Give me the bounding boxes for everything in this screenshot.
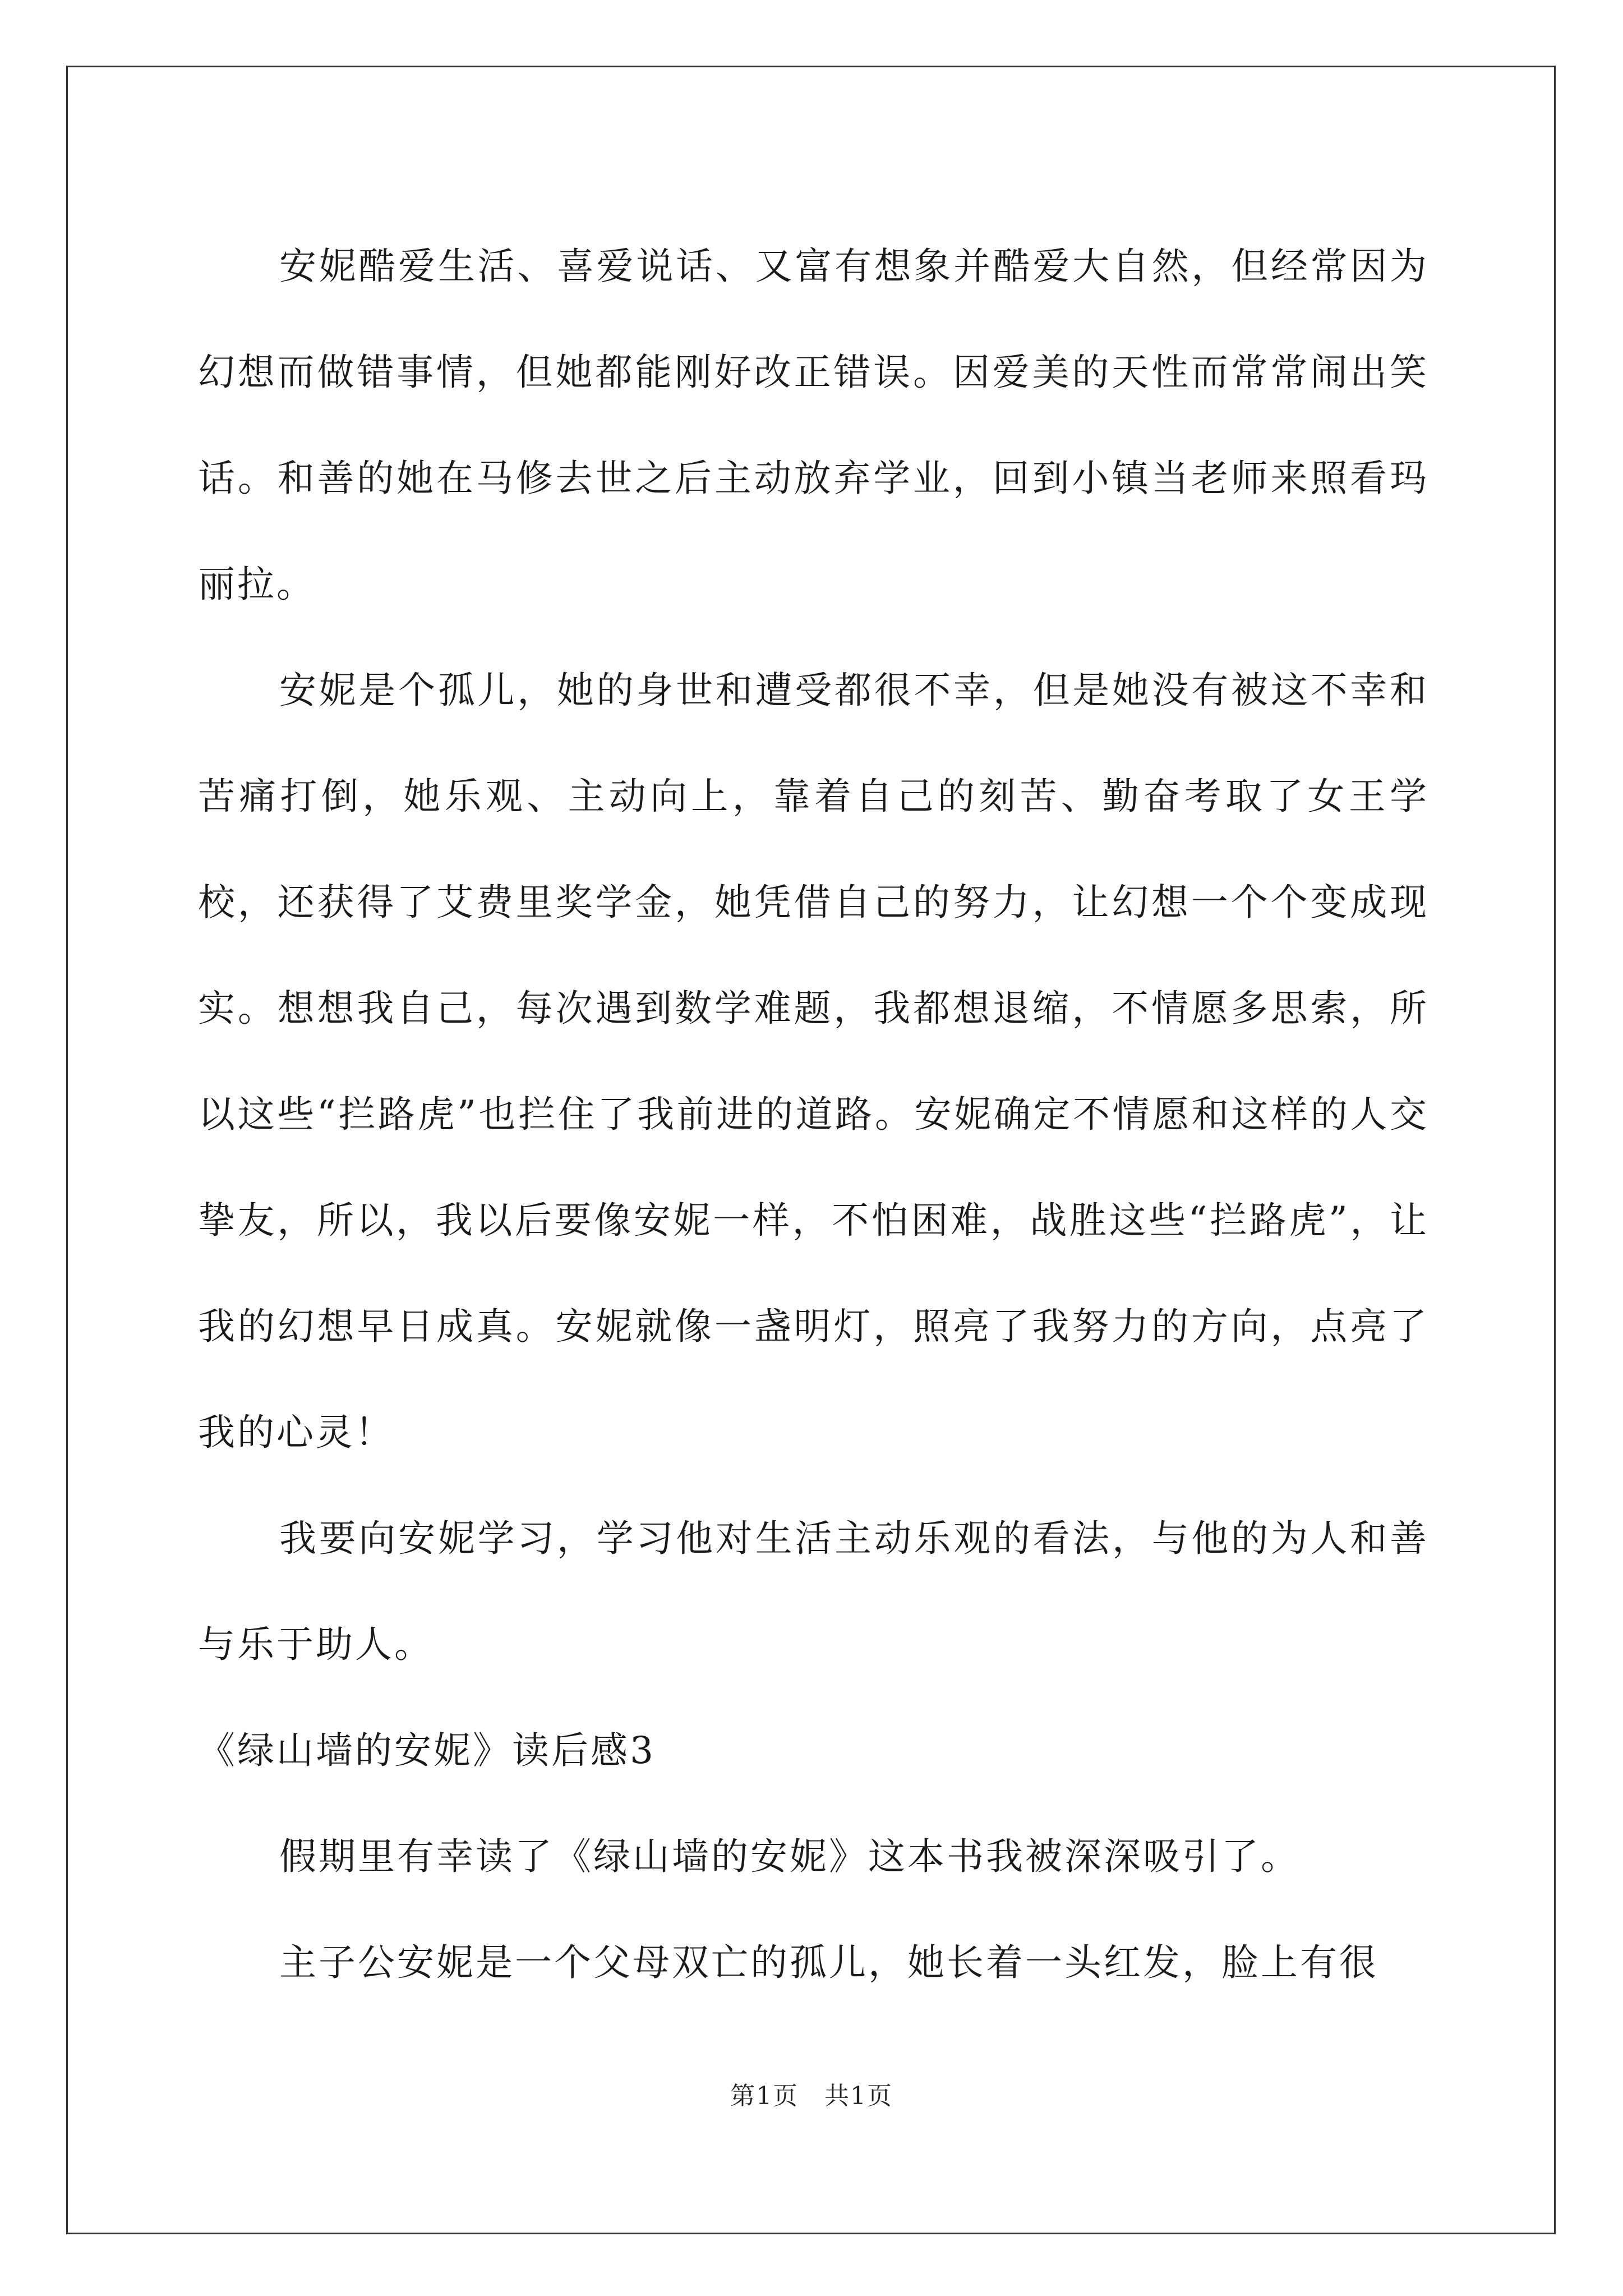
paragraph-1: 安妮酷爱生活、喜爱说话、又富有想象并酷爱大自然，但经常因为幻想而做错事情，但她都能刚好改正错误。因爱美的天性而常常闹出笑话。和善的她在马修去世之后主动放弃学业，回到小镇当老师来照看玛丽拉。 <box>198 245 1429 606</box>
section-heading: 《绿山墙的安妮》读后感3 <box>198 1729 656 1772</box>
section-paragraph-1: 假期里有幸读了《绿山墙的安妮》这本书我被深深吸引了。 <box>279 1835 1300 1878</box>
document-body <box>198 213 1429 2016</box>
paragraph-2: 安妮是个孤儿，她的身世和遭受都很不幸，但是她没有被这不幸和苦痛打倒，她乐观、主动向上，靠着自己的刻苦、勤奋考取了女王学校，还获得了艾费里奖学金，她凭借自己的努力，让幻想一个个变成现实。想想我自己，每次遇到数学难题，我都想退缩，不情愿多思索，所以这些“拦路虎”也拦住了我前进的道路。安妮确定不情愿和这样的人交挚友，所以，我以后要像安妮一样，不怕困难，战胜这些“拦路虎”，让我的幻想早日成真。安妮就像一盏明灯，照亮了我努力的方向，点亮了我的心灵！ <box>198 669 1429 1454</box>
paragraph-3: 我要向安妮学习，学习他对生活主动乐观的看法，与他的为人和善与乐于助人。 <box>198 1517 1429 1666</box>
page-footer: 第1页 共1页 <box>730 2082 893 2110</box>
section-paragraph-2: 主子公安妮是一个父母双亡的孤儿，她长着一头红发，脸上有很 <box>279 1941 1378 1984</box>
